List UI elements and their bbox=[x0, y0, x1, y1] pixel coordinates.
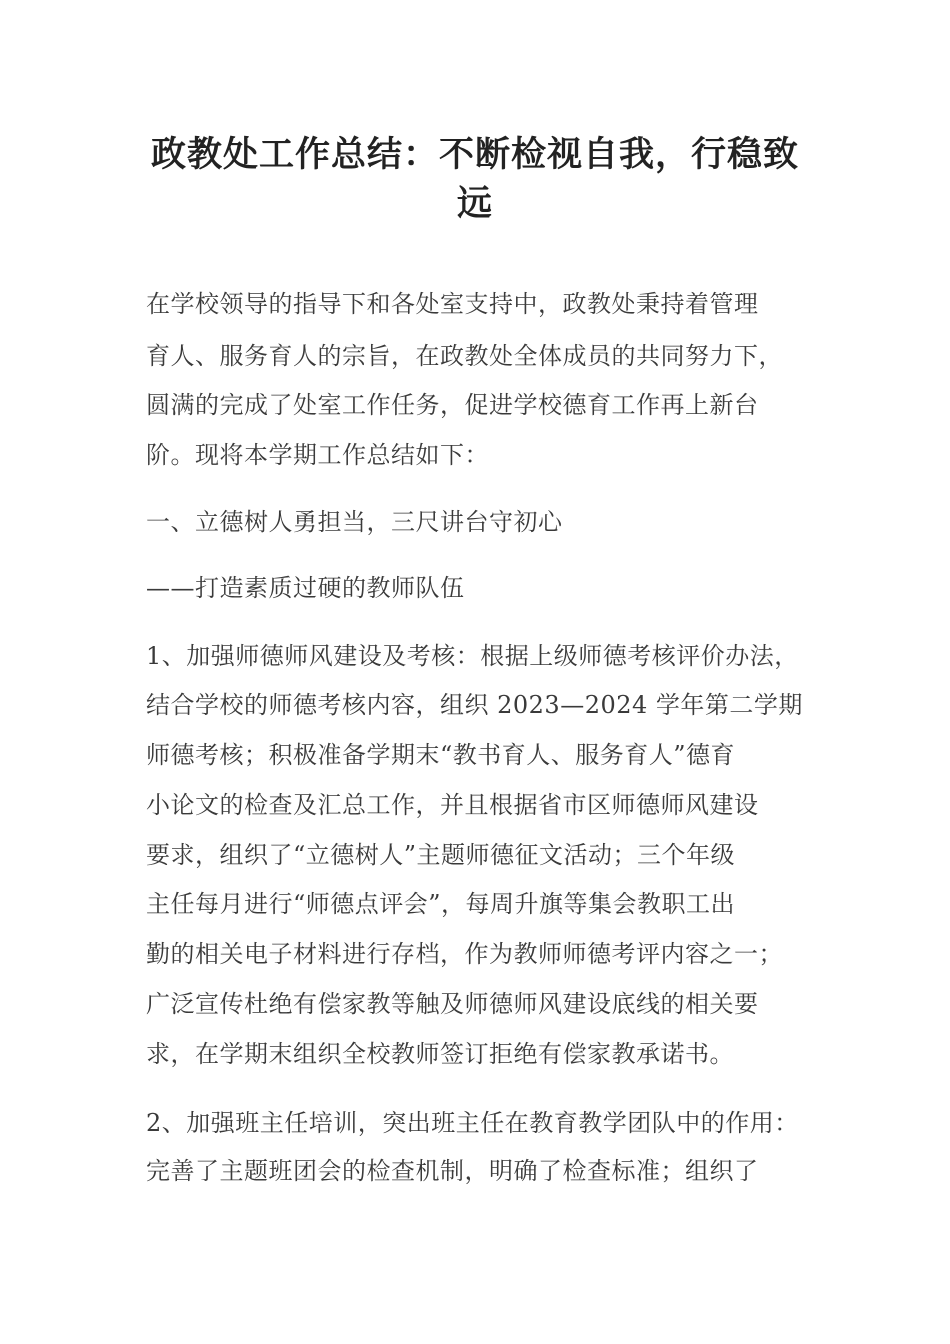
paragraph-line: 育人、服务育人的宗旨，在政教处全体成员的共同努力下， bbox=[146, 342, 783, 370]
paragraph-line: 广泛宣传杜绝有偿家教等触及师德师风建设底线的相关要 bbox=[146, 990, 759, 1018]
section-subheading: ——打造素质过硬的教师队伍 bbox=[146, 574, 465, 602]
paragraph-line: 要求，组织了“立德树人”主题师德征文活动；三个年级 bbox=[146, 841, 736, 869]
document-title-line-1: 政教处工作总结：不断检视自我，行稳致 bbox=[150, 134, 799, 175]
paragraph-line: 勤的相关电子材料进行存档，作为教师师德考评内容之一； bbox=[146, 940, 783, 968]
paragraph-line: 2、加强班主任培训，突出班主任在教育教学团队中的作用： bbox=[146, 1109, 799, 1137]
paragraph-line: 1、加强师德师风建设及考核：根据上级师德考核评价办法， bbox=[146, 642, 799, 670]
paragraph-line: 结合学校的师德考核内容，组织 2023—2024 学年第二学期 bbox=[146, 691, 803, 719]
paragraph-line: 师德考核；积极准备学期末“教书育人、服务育人”德育 bbox=[146, 741, 736, 769]
paragraph-line: 完善了主题班团会的检查机制，明确了检查标准；组织了 bbox=[146, 1157, 759, 1185]
paragraph-line: 阶。现将本学期工作总结如下： bbox=[146, 441, 489, 469]
paragraph-line: 在学校领导的指导下和各处室支持中，政教处秉持着管理 bbox=[146, 290, 759, 318]
paragraph-line: 圆满的完成了处室工作任务，促进学校德育工作再上新台 bbox=[146, 391, 759, 419]
paragraph-line: 主任每月进行“师德点评会”，每周升旗等集会教职工出 bbox=[146, 890, 736, 918]
paragraph-line: 小论文的检查及汇总工作，并且根据省市区师德师风建设 bbox=[146, 791, 759, 819]
paragraph-line: 求，在学期末组织全校教师签订拒绝有偿家教承诺书。 bbox=[146, 1040, 734, 1068]
document-title-line-2: 远 bbox=[456, 183, 493, 224]
section-heading: 一、立德树人勇担当，三尺讲台守初心 bbox=[146, 508, 563, 536]
